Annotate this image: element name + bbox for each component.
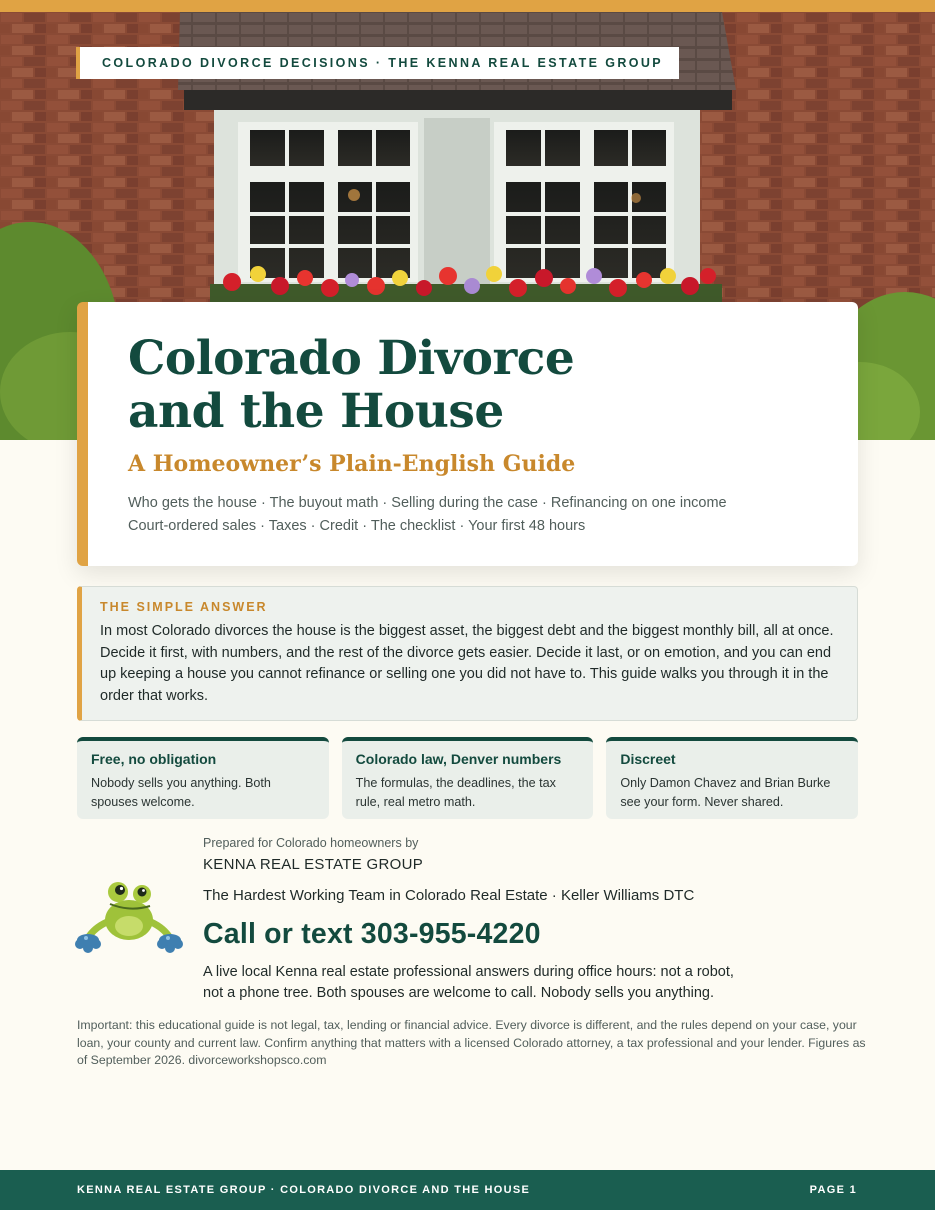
simple-answer-label: THE SIMPLE ANSWER <box>100 600 268 614</box>
page-number: PAGE 1 <box>809 1184 857 1196</box>
company-name: KENNA REAL ESTATE GROUP <box>203 856 424 873</box>
page-title-line-1: Colorado Divorce <box>128 331 575 386</box>
page-title <box>128 332 858 438</box>
feature-card-colorado-law <box>342 737 594 819</box>
prepared-by-label: Prepared for Colorado homeowners by <box>203 836 419 850</box>
feature-card-discreet <box>606 737 858 819</box>
page-title-line-2: and the House <box>128 384 504 439</box>
hero-top-accent <box>0 0 935 12</box>
feature-text: Nobody sells you anything. Both spouses welcome. <box>91 776 271 809</box>
feature-cards <box>77 737 858 819</box>
live-answer-line-2: not a phone tree. Both spouses are welcome to call. Nobody sells you anything. <box>203 985 715 1001</box>
topics-line-2: Court-ordered sales · Taxes · Credit · The checklist · Your first 48 hours <box>128 518 586 534</box>
title-card <box>77 302 858 566</box>
feature-text: The formulas, the deadlines, the tax rule, real metro math. <box>355 776 556 809</box>
feature-text: Only Damon Chavez and Brian Burke see your form. Never shared. <box>620 776 831 809</box>
company-tagline: The Hardest Working Team in Colorado Real Estate · Keller Williams DTC <box>203 887 695 904</box>
legal-disclaimer: Important: this educational guide is not legal, tax, lending or financial advice. Every divorce is different, and the rules depend on your case, your loan, your county and current law. Confirm anything that matters with a licensed Colorado attorney, a tax professional and your lender. Figures as of September 2026. divorceworkshopsco.com <box>77 1018 866 1067</box>
series-kicker-badge: COLORADO DIVORCE DECISIONS · THE KENNA REAL ESTATE GROUP <box>76 47 679 79</box>
feature-card-free <box>77 737 329 819</box>
topics-list <box>128 492 858 538</box>
frog-mascot-icon <box>74 878 184 960</box>
feature-title: Discreet <box>620 751 676 767</box>
topics-line-1: Who gets the house · The buyout math · Selling during the case · Refinancing on one income <box>128 495 727 511</box>
simple-answer-callout <box>77 586 858 721</box>
live-answer-note <box>203 962 734 1004</box>
footer-title: KENNA REAL ESTATE GROUP · COLORADO DIVORCE AND THE HOUSE <box>77 1184 531 1196</box>
live-answer-line-1: A live local Kenna real estate professional answers during office hours: not a robot, <box>203 964 734 980</box>
page-footer <box>0 1170 935 1210</box>
feature-title: Free, no obligation <box>91 751 217 767</box>
feature-title: Colorado law, Denver numbers <box>355 751 562 767</box>
page-subtitle: A Homeowner’s Plain-English Guide <box>128 451 576 477</box>
simple-answer-body: In most Colorado divorces the house is the biggest asset, the biggest debt and the biggest monthly bill, all at once. Decide it first, with numbers, and the rest of the divorce gets easier. Decide it last, or on emotion, and you can end up keeping a house you cannot refinance or selling one you did not have to. This guide walks you through it in the order that works. <box>100 623 834 705</box>
call-or-text-phone[interactable]: Call or text 303-955-4220 <box>203 918 541 950</box>
